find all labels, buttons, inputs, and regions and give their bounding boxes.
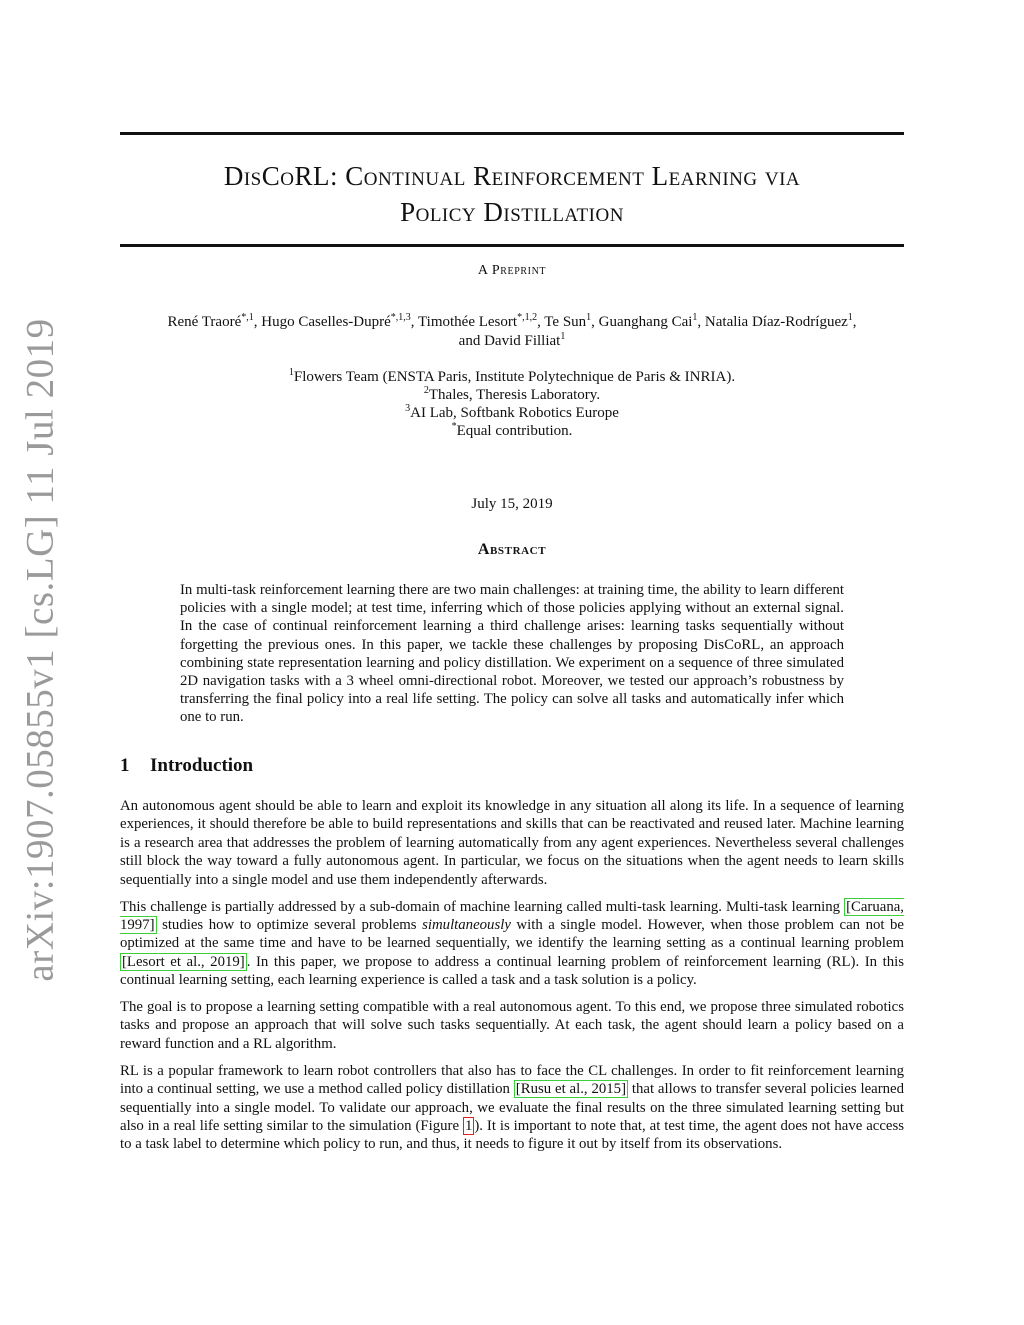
abstract-text: In multi-task reinforcement learning there are two main challenges: at training time, the ability to learn different policies with a single model; at test time, inferring which of those policies applying without an external signal. In the case of continual reinforcement learning a third challenge arises: learning tasks sequentially without forgetting the previous ones. In this paper, we tackle these challenges by proposing DisCoRL, an approach combining state representation learning and policy distillation. We experiment on a sequence of three simulated 2D navigation tasks with a 3 wheel omni-directional robot. Moreover, we tested our approach’s robustness by transferring the final policy into a real life setting. The policy can solve all tasks and automatically infer which one to run.: [180, 582, 844, 726]
citation-link[interactable]: [Caruana, 1997]: [120, 898, 904, 933]
paragraph-text: This challenge is partially addressed by a sub-domain of machine learning called multi-task learning. Multi-task learning: [120, 898, 845, 915]
arxiv-stamp: arXiv:1907.05855v1 [cs.LG] 11 Jul 2019: [18, 318, 62, 982]
author-name: Hugo Caselles-Dupré: [261, 314, 391, 330]
emphasis-text: simultaneously: [422, 916, 511, 933]
paragraph: The goal is to propose a learning setting compatible with a real autonomous agent. To this end, we propose three simulated robotics tasks and propose an approach that will solve such tasks sequentially. At each task, the agent should learn a policy based on a reward function and a RL algorithm.: [120, 999, 904, 1052]
affiliation-item: [120, 386, 904, 404]
paragraph: [120, 1062, 904, 1154]
citation-link[interactable]: [Rusu et al., 2015]: [515, 1081, 627, 1098]
affiliation-text: Flowers Team (ENSTA Paris, Institute Polytechnique de Paris & INRIA).: [293, 369, 736, 385]
author-name: René Traoré: [167, 314, 242, 330]
affiliation-item: [120, 404, 904, 422]
author-name: Guanghang Cai: [598, 314, 693, 330]
affiliation-mark: 1: [288, 367, 294, 378]
paragraph: An autonomous agent should be able to learn and exploit its knowledge in any situation all along its life. In a sequence of learning experiences, it should therefore be able to build representations and skills that can be reactivated and reused later. Machine learning is a research area that addresses the problem of learning automatically from any agent experiences. Nevertheless several challenges still block the way toward a fully autonomous agent. In particular, we focus on the situations when the agent needs to learn skills sequentially into a single model and use them independently afterwards.: [120, 798, 904, 888]
title-top-rule: [120, 132, 904, 135]
preprint-label: A Preprint: [477, 263, 547, 278]
author-name: Natalia Díaz-Rodríguez: [704, 314, 848, 330]
title-line-2: Policy Distillation: [400, 197, 624, 227]
affiliation-text: AI Lab, Softbank Robotics Europe: [410, 405, 619, 421]
title-line-1: DisCoRL: Continual Reinforcement Learning via: [223, 161, 801, 191]
section-number: 1: [120, 755, 130, 776]
author-affiliation-mark: 1: [847, 312, 853, 323]
paragraph-text: . In this paper, we propose to address a continual learning problem of reinforcement learning (RL). In this continual learning setting, each learning experience is called a task and a task solution is a policy.: [120, 953, 904, 989]
author-affiliation-mark: *,1,2: [517, 312, 538, 323]
author-affiliation-mark: 1: [586, 312, 592, 323]
author-affiliation-mark: 1: [560, 331, 566, 342]
affiliation-item: [120, 368, 904, 386]
affiliation-list: [120, 368, 904, 440]
author-name: Te Sun: [544, 314, 587, 330]
citation-link[interactable]: [Lesort et al., 2019]: [122, 953, 245, 970]
paper-title: [120, 158, 904, 230]
paper-date: July 15, 2019: [471, 496, 553, 512]
paragraph: [120, 898, 904, 990]
affiliation-mark: *: [451, 421, 457, 432]
section-heading: [120, 755, 253, 777]
affiliation-text: Thales, Theresis Laboratory.: [428, 387, 601, 403]
author-conjunction: and: [458, 333, 481, 349]
section-title: Introduction: [150, 755, 254, 776]
affiliation-text: Equal contribution.: [456, 423, 573, 439]
title-bottom-rule: [120, 244, 904, 247]
section-body: [120, 797, 904, 1162]
author-affiliation-mark: *,1: [241, 312, 254, 323]
figure-reference-link[interactable]: 1: [464, 1118, 473, 1134]
affiliation-mark: 2: [423, 385, 429, 396]
paragraph-text: with a single model. However, when those problem can not be optimized at the same time and have to be learned sequentially, we identify the learning setting as a continual learning problem: [120, 916, 905, 952]
affiliation-item: [120, 422, 904, 440]
paragraph-text: ). It is important to note that, at test time, the agent does not have access to a task label to determine which policy to run, and thus, it needs to figure it out by itself from its observations.: [120, 1118, 904, 1153]
affiliation-mark: 3: [405, 403, 411, 414]
paragraph-text: studies how to optimize several problems: [156, 916, 423, 933]
author-list: René Traoré$^{*,1}$, Hugo Caselles-Dupré$^{*,1,3}$, Timothée Lesort$^{*,1,2}$, Te Sun$^1$, Guanghang Cai$^1$, Natalia Díaz-Rodríguez$^1$, and David Filliat$^1$: [167, 312, 857, 349]
author-affiliation-mark: 1: [692, 312, 698, 323]
author-name: David Filliat: [484, 333, 561, 349]
author-name: Timothée Lesort: [418, 314, 518, 330]
abstract-heading: Abstract: [477, 541, 547, 558]
paragraph-text: that allows to transfer several policies learned sequentially into a single model. To validate our approach, we evaluate the final results on the three simulated learning setting but also in a real life setting similar to the simulation (Figure: [120, 1081, 905, 1134]
paragraph-text: RL is a popular framework to learn robot controllers that also has to face the CL challenges. In order to fit reinforcement learning into a continual setting, we use a method called policy distillation: [120, 1062, 904, 1098]
author-affiliation-mark: *,1,3: [390, 312, 411, 323]
